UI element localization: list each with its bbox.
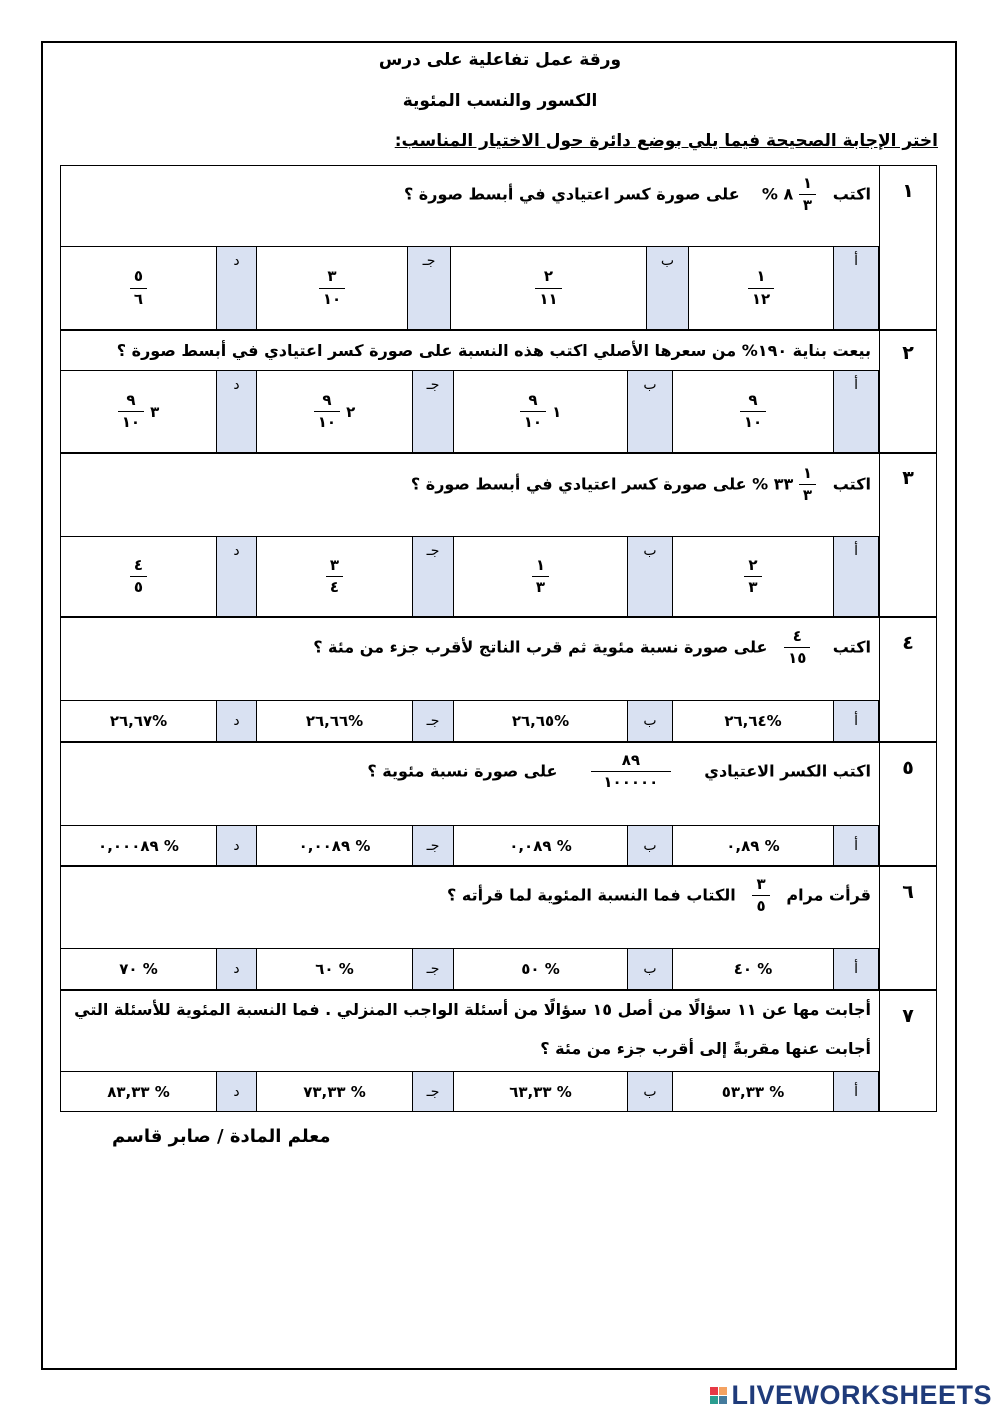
q4-option-a[interactable]: %٢٦,٦٤ xyxy=(672,700,834,742)
q3-label-d: د xyxy=(216,536,257,617)
q6-label-a: أ xyxy=(833,948,879,990)
logo-text: LIVEWORKSHEETS xyxy=(731,1380,992,1410)
q2-label-c: جـ xyxy=(412,370,454,453)
instruction: اختر الإجابة الصحيحة فيما يلي بوضع دائرة حول الاختيار المناسب: xyxy=(394,131,938,151)
q1-label-c: جـ xyxy=(407,246,451,330)
q3-label-c: جـ xyxy=(412,536,454,617)
q4-option-c[interactable]: %٢٦,٦٦ xyxy=(256,700,413,742)
q3-option-d[interactable]: $\frac{٤}{٥}$ xyxy=(60,536,217,617)
question-4-text: اكتب $\frac{٤}{١٥}$ على صورة نسبة مئوية ثم قرب الناتج لأقرب جزء من مئة ؟ xyxy=(313,627,871,668)
q7-label-a: أ xyxy=(833,1071,879,1112)
q3-option-c[interactable]: $\frac{٣}{٤}$ xyxy=(256,536,413,617)
q7-option-c[interactable]: % ٧٣,٣٣ xyxy=(256,1071,413,1112)
q2-label-a: أ xyxy=(833,370,879,453)
q1-label-a: أ xyxy=(833,246,879,330)
q5-option-c[interactable]: % ٠,٠٠٨٩ xyxy=(256,825,413,866)
q7-option-b[interactable]: % ٦٣,٣٣ xyxy=(453,1071,628,1112)
q2-option-d[interactable]: ٣ $\frac{٩}{١٠}$ xyxy=(60,370,217,453)
q6-label-b: ب xyxy=(627,948,673,990)
q7-option-d[interactable]: % ٨٣,٣٣ xyxy=(60,1071,217,1112)
q3-label-a: أ xyxy=(833,536,879,617)
q4-label-a: أ xyxy=(833,700,879,742)
q6-label-d: د xyxy=(216,948,257,990)
question-5-number: ٥ xyxy=(902,757,914,779)
q5-label-c: جـ xyxy=(412,825,454,866)
q1-option-d[interactable]: $\frac{٥}{٦}$ xyxy=(60,246,217,330)
q3-option-a[interactable]: $\frac{٢}{٣}$ xyxy=(672,536,834,617)
question-5-fraction: $\frac{٨٩}{١٠٠٠٠٠}$ xyxy=(591,752,671,792)
question-1-number: ١ xyxy=(902,180,914,202)
q7-label-b: ب xyxy=(627,1071,673,1112)
q4-label-b: ب xyxy=(627,700,673,742)
q4-option-d[interactable]: %٢٦,٦٧ xyxy=(60,700,217,742)
q3-option-b[interactable]: $\frac{١}{٣}$ xyxy=(453,536,628,617)
q1-option-c[interactable]: $\frac{٣}{١٠}$ xyxy=(256,246,408,330)
q6-option-d[interactable]: % ٧٠ xyxy=(60,948,217,990)
q6-label-c: جـ xyxy=(412,948,454,990)
question-2-number: ٢ xyxy=(902,342,914,364)
question-4-number: ٤ xyxy=(902,632,914,654)
question-1-fraction: $\frac{١}{٣}$ xyxy=(799,175,816,215)
q5-option-d[interactable]: % ٠,٠٠٠٨٩ xyxy=(60,825,217,866)
question-3-fraction: $\frac{١}{٣}$ xyxy=(799,465,816,505)
q2-option-c[interactable]: ٢ $\frac{٩}{١٠}$ xyxy=(256,370,413,453)
question-7-text-line1: أجابت مها عن ١١ سؤالًا من أصل ١٥ سؤالًا من أسئلة الواجب المنزلي . فما النسبة المئوية للأسئلة التي xyxy=(74,1000,871,1019)
q1-option-b[interactable]: $\frac{٢}{١١}$ xyxy=(450,246,647,330)
question-7-number: ٧ xyxy=(902,1005,914,1027)
question-2-text: بيعت بناية ١٩٠% من سعرها الأصلي اكتب هذه النسبة على صورة كسر اعتيادي في أبسط صورة ؟ xyxy=(116,341,871,360)
lesson-title: الكسور والنسب المئوية xyxy=(402,91,598,111)
q1-label-b: ب xyxy=(646,246,689,330)
question-1-text: اكتب $\frac{١}{٣}$ ٨ % على صورة كسر اعتيادي في أبسط صورة ؟ xyxy=(403,174,871,215)
logo-icon xyxy=(710,1387,727,1404)
q5-option-a[interactable]: % ٠,٨٩ xyxy=(672,825,834,866)
q7-option-a[interactable]: % ٥٣,٣٣ xyxy=(672,1071,834,1112)
question-3-number: ٣ xyxy=(902,467,914,489)
q4-label-d: د xyxy=(216,700,257,742)
worksheet-title: ورقة عمل تفاعلية على درس xyxy=(378,50,622,70)
question-7-text-line2: أجابت عنها مقربةً إلى أقرب جزء من مئة ؟ xyxy=(540,1039,871,1058)
q1-option-a[interactable]: $\frac{١}{١٢}$ xyxy=(688,246,834,330)
q6-option-b[interactable]: % ٥٠ xyxy=(453,948,628,990)
q6-option-a[interactable]: % ٤٠ xyxy=(672,948,834,990)
question-6-text: قرأت مرام $\frac{٣}{٥}$ الكتاب فما النسبة المئوية لما قرأته ؟ xyxy=(447,875,871,916)
question-5-text: اكتب الكسر الاعتيادي $\frac{٨٩}{١٠٠٠٠٠}$ على صورة نسبة مئوية ؟ xyxy=(367,751,871,792)
q3-label-b: ب xyxy=(627,536,673,617)
question-6-number: ٦ xyxy=(902,881,914,903)
q5-label-b: ب xyxy=(627,825,673,866)
q5-label-a: أ xyxy=(833,825,879,866)
q2-option-a[interactable]: $\frac{٩}{١٠}$ xyxy=(672,370,834,453)
q7-label-c: جـ xyxy=(412,1071,454,1112)
question-3-text: اكتب $\frac{١}{٣}$ ٣٣ % على صورة كسر اعتيادي في أبسط صورة ؟ xyxy=(410,464,871,505)
q5-option-b[interactable]: % ٠,٠٨٩ xyxy=(453,825,628,866)
teacher-signature: معلم المادة / صابر قاسم xyxy=(112,1126,331,1147)
q6-option-c[interactable]: % ٦٠ xyxy=(256,948,413,990)
q4-option-b[interactable]: %٢٦,٦٥ xyxy=(453,700,628,742)
q4-label-c: جـ xyxy=(412,700,454,742)
question-6-fraction: $\frac{٣}{٥}$ xyxy=(752,876,769,916)
liveworksheets-logo[interactable] xyxy=(710,1380,992,1411)
question-4-fraction: $\frac{٤}{١٥}$ xyxy=(784,628,810,668)
q2-option-b[interactable]: ١ $\frac{٩}{١٠}$ xyxy=(453,370,628,453)
q2-label-d: د xyxy=(216,370,257,453)
q2-label-b: ب xyxy=(627,370,673,453)
q7-label-d: د xyxy=(216,1071,257,1112)
q1-label-d: د xyxy=(216,246,257,330)
q5-label-d: د xyxy=(216,825,257,866)
